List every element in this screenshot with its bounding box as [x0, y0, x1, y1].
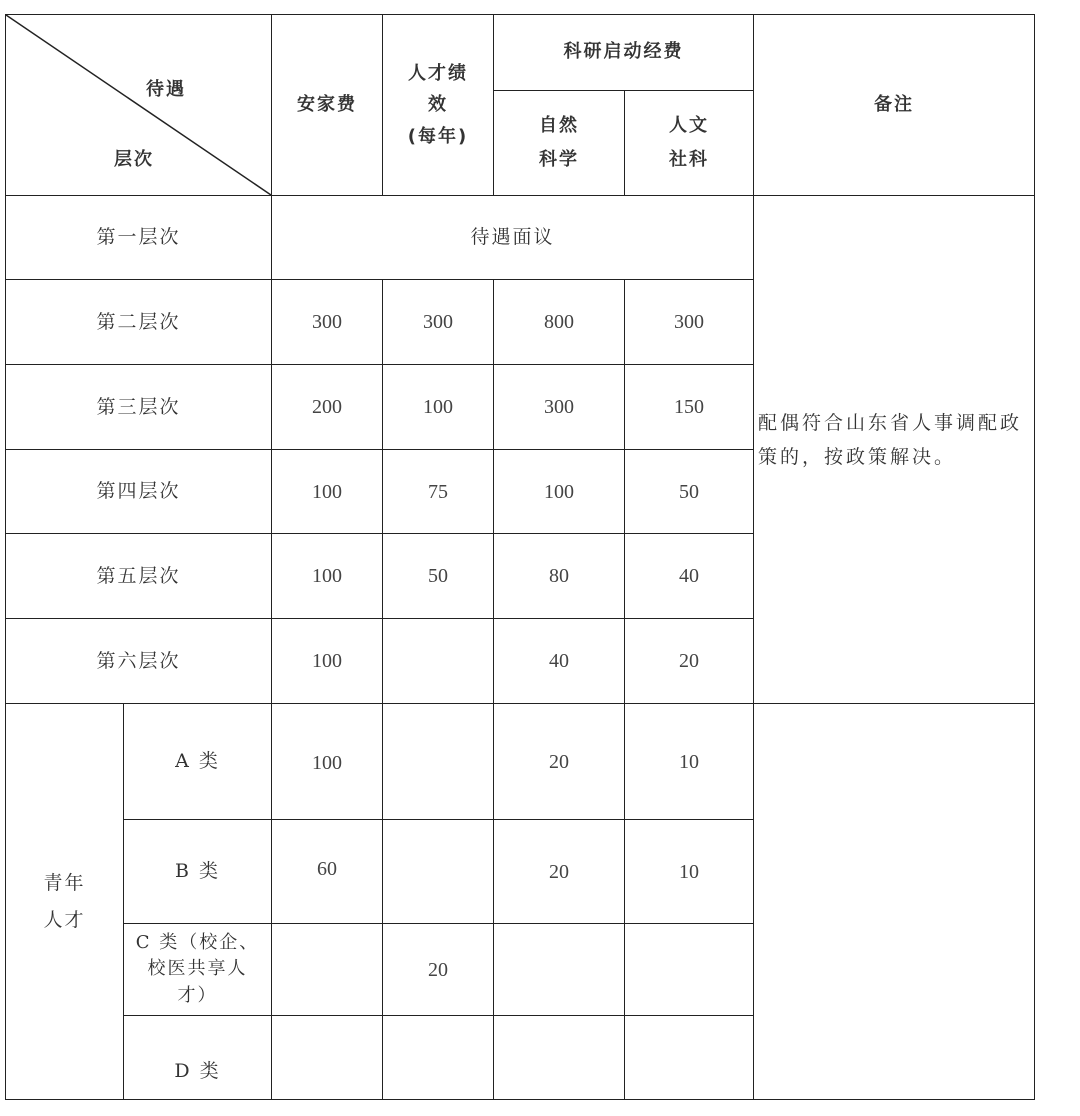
header-anjia-text: 安家费 — [297, 93, 357, 115]
humanities-value — [625, 1016, 754, 1100]
header-performance-line3: (每年) — [407, 125, 469, 147]
performance-value: 50 — [383, 534, 494, 619]
youth-label-line1: 青年 — [43, 872, 86, 895]
header-performance — [383, 15, 494, 196]
anjia-value: 100 — [272, 534, 383, 619]
humanities-value: 150 — [625, 365, 754, 450]
header-natural-science — [494, 91, 625, 196]
humanities-value: 20 — [625, 619, 754, 704]
diagonal-header-cell — [6, 15, 272, 196]
class-cell: A 类 — [124, 704, 272, 820]
level-cell: 第四层次 — [6, 450, 272, 534]
natural-value: 800 — [494, 280, 625, 365]
header-research-funding-text: 科研启动经费 — [563, 41, 684, 63]
anjia-value — [272, 1016, 383, 1100]
humanities-value: 50 — [625, 450, 754, 534]
header-natural-line1: 自然 — [539, 114, 579, 136]
anjia-value: 200 — [272, 365, 383, 450]
header-humanities-line1: 人文 — [669, 114, 709, 136]
humanities-value — [625, 924, 754, 1016]
header-humanities-line2: 社科 — [669, 149, 709, 170]
level-cell: 第六层次 — [6, 619, 272, 704]
performance-value: 20 — [383, 924, 494, 1016]
anjia-value: 100 — [272, 450, 383, 534]
anjia-value: 100 — [272, 619, 383, 704]
natural-value: 20 — [494, 704, 625, 820]
header-research-funding — [494, 15, 754, 91]
performance-value — [383, 820, 494, 924]
natural-value — [494, 1016, 625, 1100]
level-cell: 第五层次 — [6, 534, 272, 619]
class-cell: B 类 — [124, 820, 272, 924]
header-remarks-text: 备注 — [874, 93, 914, 115]
header-anjia — [272, 15, 383, 196]
performance-value — [383, 1016, 494, 1100]
class-cell — [124, 924, 272, 1016]
header-performance-line2: 效 — [428, 94, 448, 116]
performance-value — [383, 619, 494, 704]
class-cell: D 类 — [124, 1016, 272, 1100]
performance-value: 300 — [383, 280, 494, 365]
anjia-value — [272, 924, 383, 1016]
youth-label-line2: 人才 — [43, 908, 86, 931]
class-c-line2: 校医共享人 — [147, 958, 248, 980]
youth-remarks-cell — [754, 704, 1035, 1100]
spouse-note-text: 配偶符合山东省人事调配政策的，按政策解决。 — [758, 412, 1023, 468]
natural-value — [494, 924, 625, 1016]
class-c-line3: 才） — [177, 984, 218, 1006]
level-cell: 第一层次 — [6, 196, 272, 280]
header-natural-line2: 科学 — [539, 149, 579, 170]
anjia-value: 300 — [272, 280, 383, 365]
humanities-value: 300 — [625, 280, 754, 365]
anjia-value: 100 — [272, 704, 383, 820]
header-humanities — [625, 91, 754, 196]
natural-value: 80 — [494, 534, 625, 619]
natural-value: 40 — [494, 619, 625, 704]
level-cell: 第二层次 — [6, 280, 272, 365]
performance-value — [383, 704, 494, 820]
youth-talent-label — [6, 704, 124, 1100]
header-treatment: 待遇 — [146, 79, 186, 100]
level-cell: 第三层次 — [6, 365, 272, 450]
merged-negotiable-cell: 待遇面议 — [272, 196, 754, 280]
humanities-value: 10 — [625, 820, 754, 924]
talent-benefits-table — [5, 14, 1035, 1100]
table-row — [6, 196, 1035, 280]
humanities-value: 40 — [625, 534, 754, 619]
header-level: 层次 — [114, 149, 154, 170]
anjia-value: 60 — [272, 820, 383, 924]
spouse-note-cell — [754, 196, 1035, 704]
performance-value: 100 — [383, 365, 494, 450]
humanities-value: 10 — [625, 704, 754, 820]
class-c-line1: C 类（校企、 — [135, 932, 260, 954]
header-remarks — [754, 15, 1035, 196]
header-performance-line1: 人才绩 — [408, 62, 468, 84]
performance-value: 75 — [383, 450, 494, 534]
table-row — [6, 704, 1035, 820]
natural-value: 100 — [494, 450, 625, 534]
natural-value: 300 — [494, 365, 625, 450]
natural-value: 20 — [494, 820, 625, 924]
